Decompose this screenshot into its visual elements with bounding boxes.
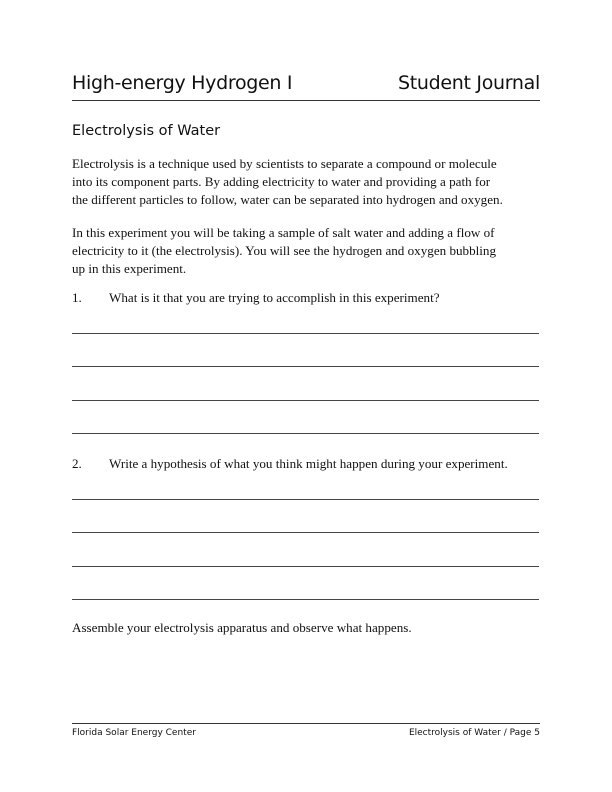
answer-line-q1-1[interactable] <box>72 333 539 334</box>
paragraph-line: Electrolysis is a technique used by scientists to separate a compound or molecule <box>72 156 497 171</box>
footer-page-label: Electrolysis of Water / Page 5 <box>408 728 540 738</box>
answer-line-q2-2[interactable] <box>72 532 539 533</box>
answer-line-q1-2[interactable] <box>72 366 539 367</box>
question-text: Write a hypothesis of what you think might happen during your experiment. <box>109 456 508 471</box>
closing-instruction: Assemble your electrolysis apparatus and observe what happens. <box>72 620 412 635</box>
paragraph-line: electricity to it (the electrolysis). You will see the hydrogen and oxygen bubbling <box>72 243 497 258</box>
answer-line-q2-4[interactable] <box>72 599 539 600</box>
header-title-right: Student Journal <box>397 72 540 94</box>
paragraph-line: into its component parts. By adding electricity to water and providing a path for <box>72 174 491 189</box>
page-header <box>72 70 540 101</box>
question-text: What is it that you are trying to accomplish in this experiment? <box>109 290 440 305</box>
footer-organization: Florida Solar Energy Center <box>72 728 196 738</box>
page-footer <box>72 723 540 744</box>
answer-line-q1-3[interactable] <box>72 400 539 401</box>
header-title-left: High-energy Hydrogen I <box>72 72 293 94</box>
question-number: 1. <box>72 290 82 305</box>
section-title: Electrolysis of Water <box>72 123 221 139</box>
paragraph-line: In this experiment you will be taking a sample of salt water and adding a flow of <box>72 225 495 240</box>
paragraph-line: the different particles to follow, water can be separated into hydrogen and oxygen. <box>72 192 503 207</box>
intro-paragraph-2 <box>72 224 542 278</box>
answer-line-q2-1[interactable] <box>72 499 539 500</box>
answer-line-q1-4[interactable] <box>72 433 539 434</box>
answer-line-q2-3[interactable] <box>72 566 539 567</box>
paragraph-line: up in this experiment. <box>72 261 187 276</box>
intro-paragraph-1 <box>72 155 542 209</box>
question-number: 2. <box>72 456 82 471</box>
